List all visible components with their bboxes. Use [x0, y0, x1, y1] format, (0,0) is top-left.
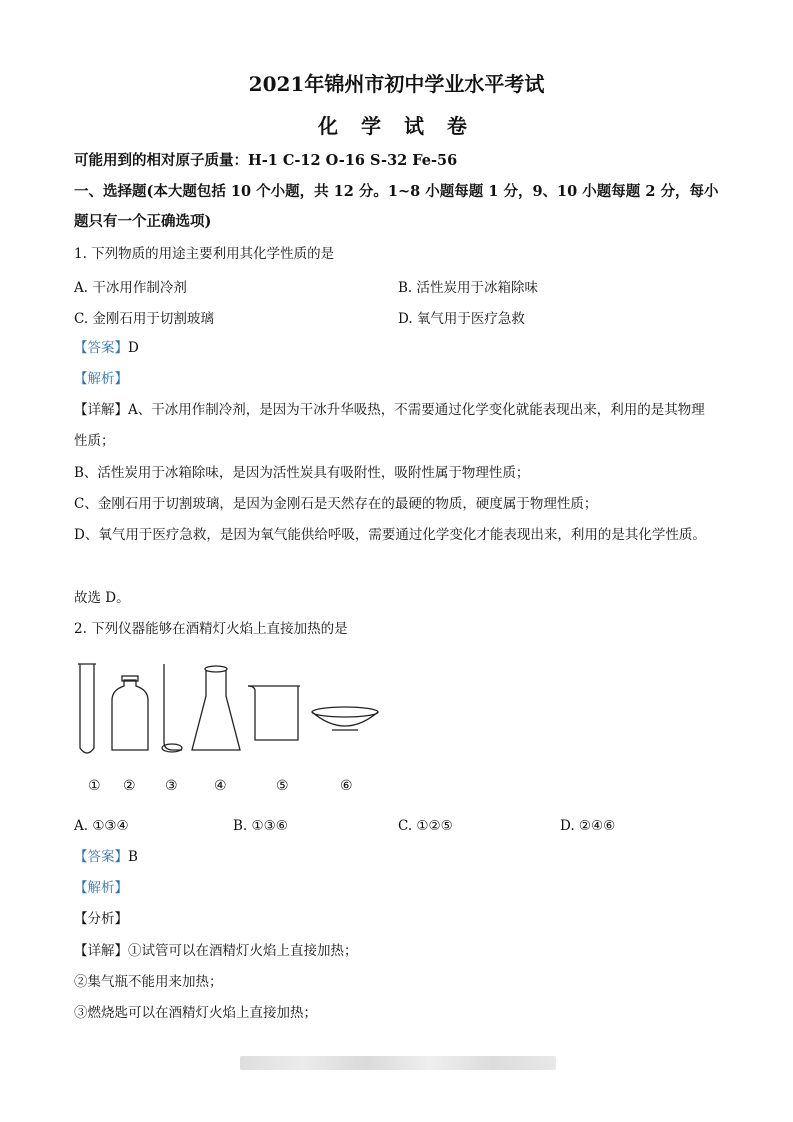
- gas-jar-icon: [112, 680, 148, 750]
- q1-option-d: D. 氧气用于医疗急救: [398, 311, 525, 327]
- apparatus-label-2: ②: [123, 778, 136, 794]
- q2-fenxi-tag: 【分析】: [74, 911, 128, 927]
- exam-subtitle: 化 学 试 卷: [318, 114, 475, 138]
- q1-detail-b: B、活性炭用于冰箱除味，是因为活性炭具有吸附性，吸附性属于物理性质；: [74, 465, 530, 481]
- section-heading-line2: 题只有一个正确选项): [74, 213, 212, 230]
- section-heading-line1: 一、选择题(本大题包括 10 个小题，共 12 分。1~8 小题每题 1 分，9、10 小题每题 2 分，每小: [74, 183, 719, 200]
- q2-stem: 2. 下列仪器能够在酒精灯火焰上直接加热的是: [74, 621, 348, 637]
- q2-detail-3: ③燃烧匙可以在酒精灯火焰上直接加热；: [74, 1005, 317, 1021]
- evaporating-dish-icon: [312, 712, 378, 726]
- q2-option-a: A. ①③④: [74, 818, 129, 834]
- answer-tag: 【答案】: [74, 849, 128, 865]
- answer-tag: 【答案】: [74, 340, 128, 356]
- q2-option-b: B. ①③⑥: [233, 818, 288, 834]
- blurred-watermark: [240, 1056, 556, 1070]
- q1-detail-a1-text: A、干冰用作制冷剂，是因为干冰升华吸热，不需要通过化学变化就能表现出来，利用的是其物理: [128, 402, 705, 418]
- q2-detail-2: ②集气瓶不能用来加热；: [74, 974, 223, 990]
- exam-title: 2021年锦州市初中学业水平考试: [248, 72, 545, 96]
- q1-detail-c: C、金刚石用于切割玻璃，是因为金刚石是天然存在的最硬的物质，硬度属于物理性质；: [74, 496, 598, 512]
- lab-apparatus-figure: [70, 660, 390, 760]
- q1-option-b: B. 活性炭用于冰箱除味: [398, 280, 539, 296]
- atomic-mass-line: 可能用到的相对原子质量：H-1 C-12 O-16 S-32 Fe-56: [74, 152, 458, 169]
- q2-answer: B: [128, 849, 138, 865]
- detail-tag: 【详解】: [74, 402, 128, 418]
- q1-conclusion: 故选 D。: [74, 590, 130, 606]
- q1-detail-a1: [74, 401, 705, 419]
- q1-answer: D: [128, 340, 139, 356]
- q1-analysis-tag: 【解析】: [74, 371, 128, 387]
- q1-answer-line: [74, 339, 139, 357]
- q2-option-c: C. ①②⑤: [398, 818, 453, 834]
- q1-stem: 1. 下列物质的用途主要利用其化学性质的是: [74, 246, 335, 262]
- beaker-icon: [248, 686, 298, 740]
- apparatus-label-5: ⑤: [276, 778, 289, 794]
- apparatus-label-6: ⑥: [340, 778, 353, 794]
- combustion-spoon-icon: [164, 664, 182, 750]
- apparatus-label-3: ③: [165, 778, 178, 794]
- apparatus-label-1: ①: [88, 778, 101, 794]
- conical-flask-icon: [192, 670, 240, 750]
- q2-detail-1-text: ①试管可以在酒精灯火焰上直接加热；: [128, 943, 358, 959]
- apparatus-label-4: ④: [214, 778, 227, 794]
- q2-answer-line: [74, 848, 138, 866]
- q1-detail-a2: 性质；: [74, 433, 115, 449]
- q2-analysis-tag: 【解析】: [74, 880, 128, 896]
- q2-detail-1: [74, 942, 358, 960]
- q1-option-a: A. 干冰用作制冷剂: [74, 280, 187, 296]
- detail-tag: 【详解】: [74, 943, 128, 959]
- q1-detail-d: D、氧气用于医疗急救，是因为氧气能供给呼吸，需要通过化学变化才能表现出来，利用的是其化学性质。: [74, 527, 706, 543]
- test-tube-icon: [80, 664, 94, 753]
- q1-option-c: C. 金刚石用于切割玻璃: [74, 311, 214, 327]
- q2-option-d: D. ②④⑥: [560, 818, 616, 834]
